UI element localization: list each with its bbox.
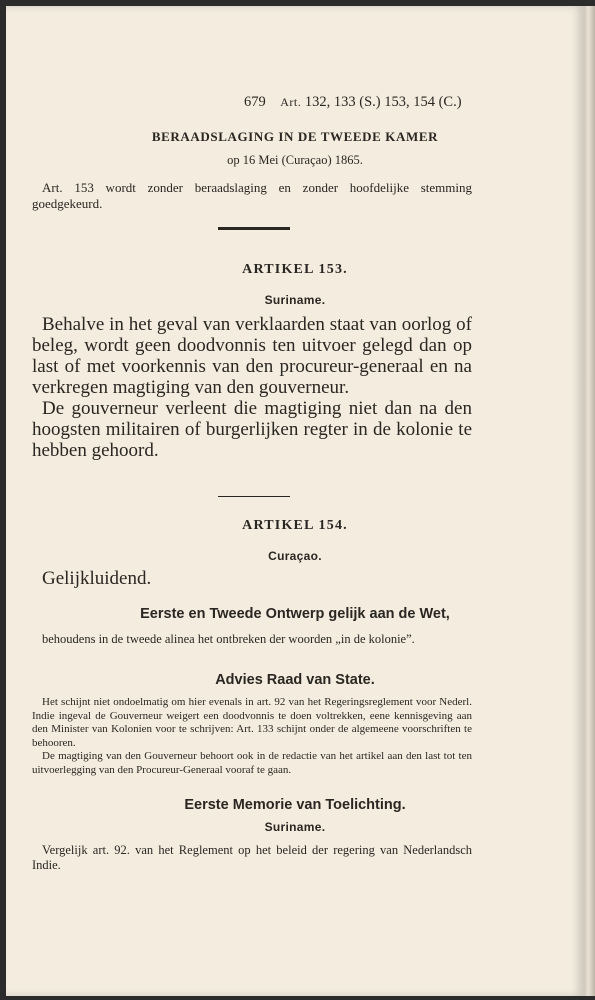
deliberation-paragraph: Art. 153 wordt zonder beraadslaging en zonder hoofdelijke stemming goedgekeurd. <box>32 180 472 211</box>
advies-heading: Advies Raad van State. <box>215 672 375 688</box>
deliberation-text <box>32 180 472 212</box>
article-153-heading: ARTIKEL 153. <box>242 262 348 277</box>
advies-paragraph-2: De magtiging van den Gouverneur behoort ook in de redactie van het artikel aan den last tot ten uitvoerlegging van den Procureur-Generaal vooraf te gaan. <box>32 750 472 776</box>
book-page <box>6 6 584 996</box>
article-153-region: Suriname. <box>264 293 326 307</box>
ontwerp-heading: Eerste en Tweede Ontwerp gelijk aan de Wet, <box>140 606 450 622</box>
memorie-heading: Eerste Memorie van Toelichting. <box>184 797 406 813</box>
article-154-heading: ARTIKEL 154. <box>242 518 348 533</box>
header-art-word: Art. <box>280 95 302 109</box>
article-154-paragraph: Gelijkluidend. <box>42 568 152 589</box>
article-154-region: Curaçao. <box>268 549 322 563</box>
article-153-body <box>32 314 472 461</box>
advies-paragraph-1: Het schijnt niet ondoelmatig om hier evenals in art. 92 van het Regeringsreglement voor Nederl. Indie ingeval de Gouverneur weigert een doodvonnis te doen voltrekken, eene kennisgeving aan den Minister van Kolonien voor te schrijven: Art. 133 schijnt onder de algemeene voorschriften te behooren. <box>32 696 472 749</box>
memorie-body <box>32 843 472 873</box>
article-153-paragraph-1: Behalve in het geval van verklaarden staat van oorlog of beleg, wordt geen doodvonnis ten uitvoer gelegd dan op last of met voorkennis van den procureur-generaal en na verkregen magtiging van den gouverneur. <box>32 314 472 398</box>
page-number: 679 <box>244 94 266 110</box>
ontwerp-paragraph: behoudens in de tweede alinea het ontbreken der woorden „in de kolonie”. <box>42 632 415 646</box>
deliberation-date: op 16 Mei (Curaçao) 1865. <box>227 153 363 167</box>
ontwerp-body <box>32 632 472 647</box>
page-edge <box>584 6 595 996</box>
section-divider <box>218 227 290 230</box>
deliberation-title: BERAADSLAGING IN DE TWEEDE KAMER <box>151 129 439 144</box>
running-header <box>244 94 462 111</box>
memorie-region: Suriname. <box>264 820 326 834</box>
advies-body <box>32 696 472 777</box>
header-art-refs: 132, 133 (S.) 153, 154 (C.) <box>304 94 462 110</box>
article-154-body <box>32 568 472 589</box>
memorie-paragraph: Vergelijk art. 92. van het Reglement op het beleid der regering van Nederlandsch Indie. <box>32 843 472 872</box>
article-divider <box>218 496 290 497</box>
article-153-paragraph-2: De gouverneur verleent die magtiging niet dan na den hoogsten militairen of burgerlijken regter in de kolonie te hebben gehoord. <box>32 398 472 461</box>
